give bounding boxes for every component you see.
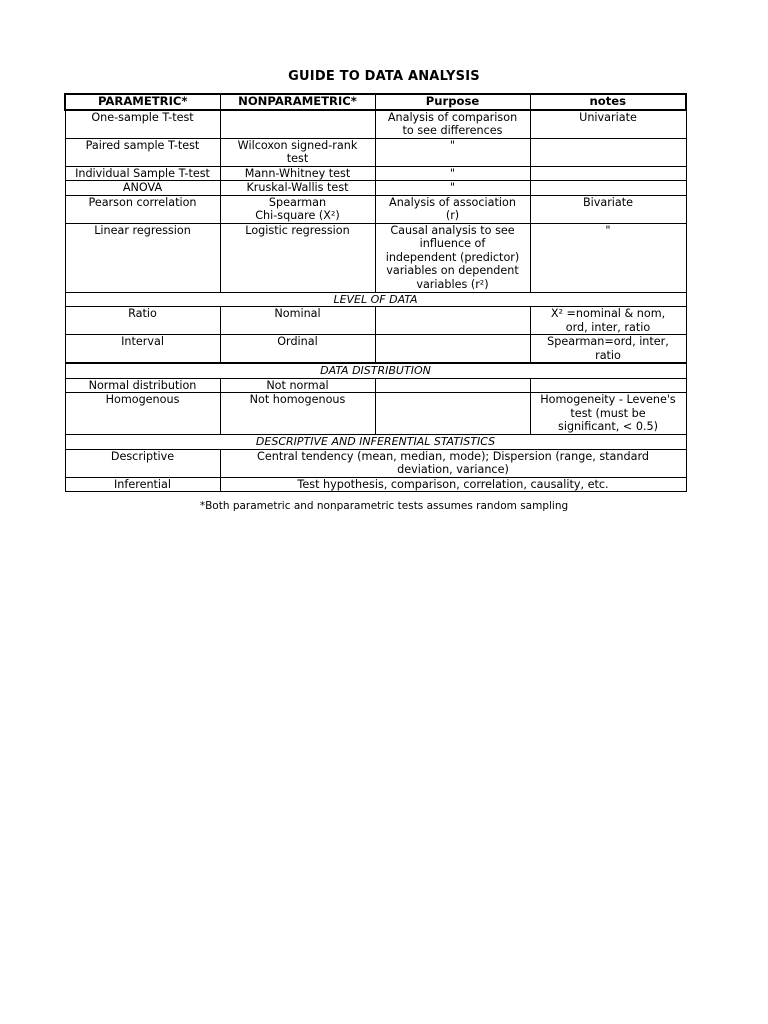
cell-parametric: Pearson correlation <box>65 195 220 223</box>
table-row <box>65 449 686 477</box>
cell-purpose <box>375 378 530 393</box>
cell-notes <box>530 138 686 166</box>
cell-parametric: ANOVA <box>65 181 220 196</box>
cell-purpose: " <box>375 166 530 181</box>
cell-stat-label: Descriptive <box>65 449 220 477</box>
cell-purpose <box>375 335 530 364</box>
cell-parametric: Linear regression <box>65 223 220 292</box>
header-nonparametric: NONPARAMETRIC* <box>220 94 375 110</box>
section-row-data-distribution <box>65 363 686 378</box>
cell-parametric: Ratio <box>65 307 220 335</box>
footnote: *Both parametric and nonparametric tests assumes random sampling <box>199 500 569 512</box>
cell-notes: " <box>530 223 686 292</box>
cell-parametric: Paired sample T-test <box>65 138 220 166</box>
header-purpose: Purpose <box>375 94 530 110</box>
cell-nonparametric: Not homogenous <box>220 393 375 435</box>
cell-purpose: " <box>375 181 530 196</box>
section-row-descriptive-inferential <box>65 435 686 450</box>
header-parametric: PARAMETRIC* <box>65 94 220 110</box>
cell-stat-label: Inferential <box>65 477 220 492</box>
table-row <box>65 195 686 223</box>
cell-nonparametric: Logistic regression <box>220 223 375 292</box>
cell-nonparametric: Spearman Chi-square (X²) <box>220 195 375 223</box>
cell-purpose: Analysis of comparison to see differences <box>375 110 530 139</box>
table-row <box>65 223 686 292</box>
table-row <box>65 335 686 364</box>
cell-notes: Homogeneity - Levene's test (must be significant, < 0.5) <box>530 393 686 435</box>
cell-purpose: Analysis of association (r) <box>375 195 530 223</box>
cell-parametric: Individual Sample T-test <box>65 166 220 181</box>
cell-notes <box>530 166 686 181</box>
cell-nonparametric: Ordinal <box>220 335 375 364</box>
table-row <box>65 110 686 139</box>
cell-notes: Spearman=ord, inter, ratio <box>530 335 686 364</box>
cell-notes: Univariate <box>530 110 686 139</box>
cell-notes: Bivariate <box>530 195 686 223</box>
table-row <box>65 166 686 181</box>
cell-purpose: Causal analysis to see influence of independent (predictor) variables on dependent variables (r²) <box>375 223 530 292</box>
section-title-data-distribution: DATA DISTRIBUTION <box>65 363 686 378</box>
cell-notes <box>530 181 686 196</box>
cell-nonparametric: Not normal <box>220 378 375 393</box>
cell-stat-description: Test hypothesis, comparison, correlation, causality, etc. <box>220 477 686 492</box>
cell-purpose: " <box>375 138 530 166</box>
cell-nonparametric <box>220 110 375 139</box>
table-row <box>65 307 686 335</box>
cell-parametric: Interval <box>65 335 220 364</box>
data-analysis-table <box>64 93 687 492</box>
section-title-descriptive-inferential: DESCRIPTIVE AND INFERENTIAL STATISTICS <box>65 435 686 450</box>
cell-nonparametric: Kruskal-Wallis test <box>220 181 375 196</box>
cell-notes: X² =nominal & nom, ord, inter, ratio <box>530 307 686 335</box>
cell-parametric: Normal distribution <box>65 378 220 393</box>
page-title: GUIDE TO DATA ANALYSIS <box>288 69 480 84</box>
cell-notes <box>530 378 686 393</box>
cell-parametric: One-sample T-test <box>65 110 220 139</box>
section-title-level-of-data: LEVEL OF DATA <box>65 292 686 307</box>
table-row <box>65 477 686 492</box>
cell-parametric: Homogenous <box>65 393 220 435</box>
table-row <box>65 138 686 166</box>
header-notes: notes <box>530 94 686 110</box>
cell-purpose <box>375 393 530 435</box>
header-row <box>65 94 686 110</box>
table-row <box>65 181 686 196</box>
cell-nonparametric: Nominal <box>220 307 375 335</box>
cell-purpose <box>375 307 530 335</box>
section-row-level-of-data <box>65 292 686 307</box>
cell-nonparametric: Mann-Whitney test <box>220 166 375 181</box>
table-row <box>65 393 686 435</box>
cell-stat-description: Central tendency (mean, median, mode); Dispersion (range, standard deviation, variance) <box>220 449 686 477</box>
cell-nonparametric: Wilcoxon signed-rank test <box>220 138 375 166</box>
table-row <box>65 378 686 393</box>
